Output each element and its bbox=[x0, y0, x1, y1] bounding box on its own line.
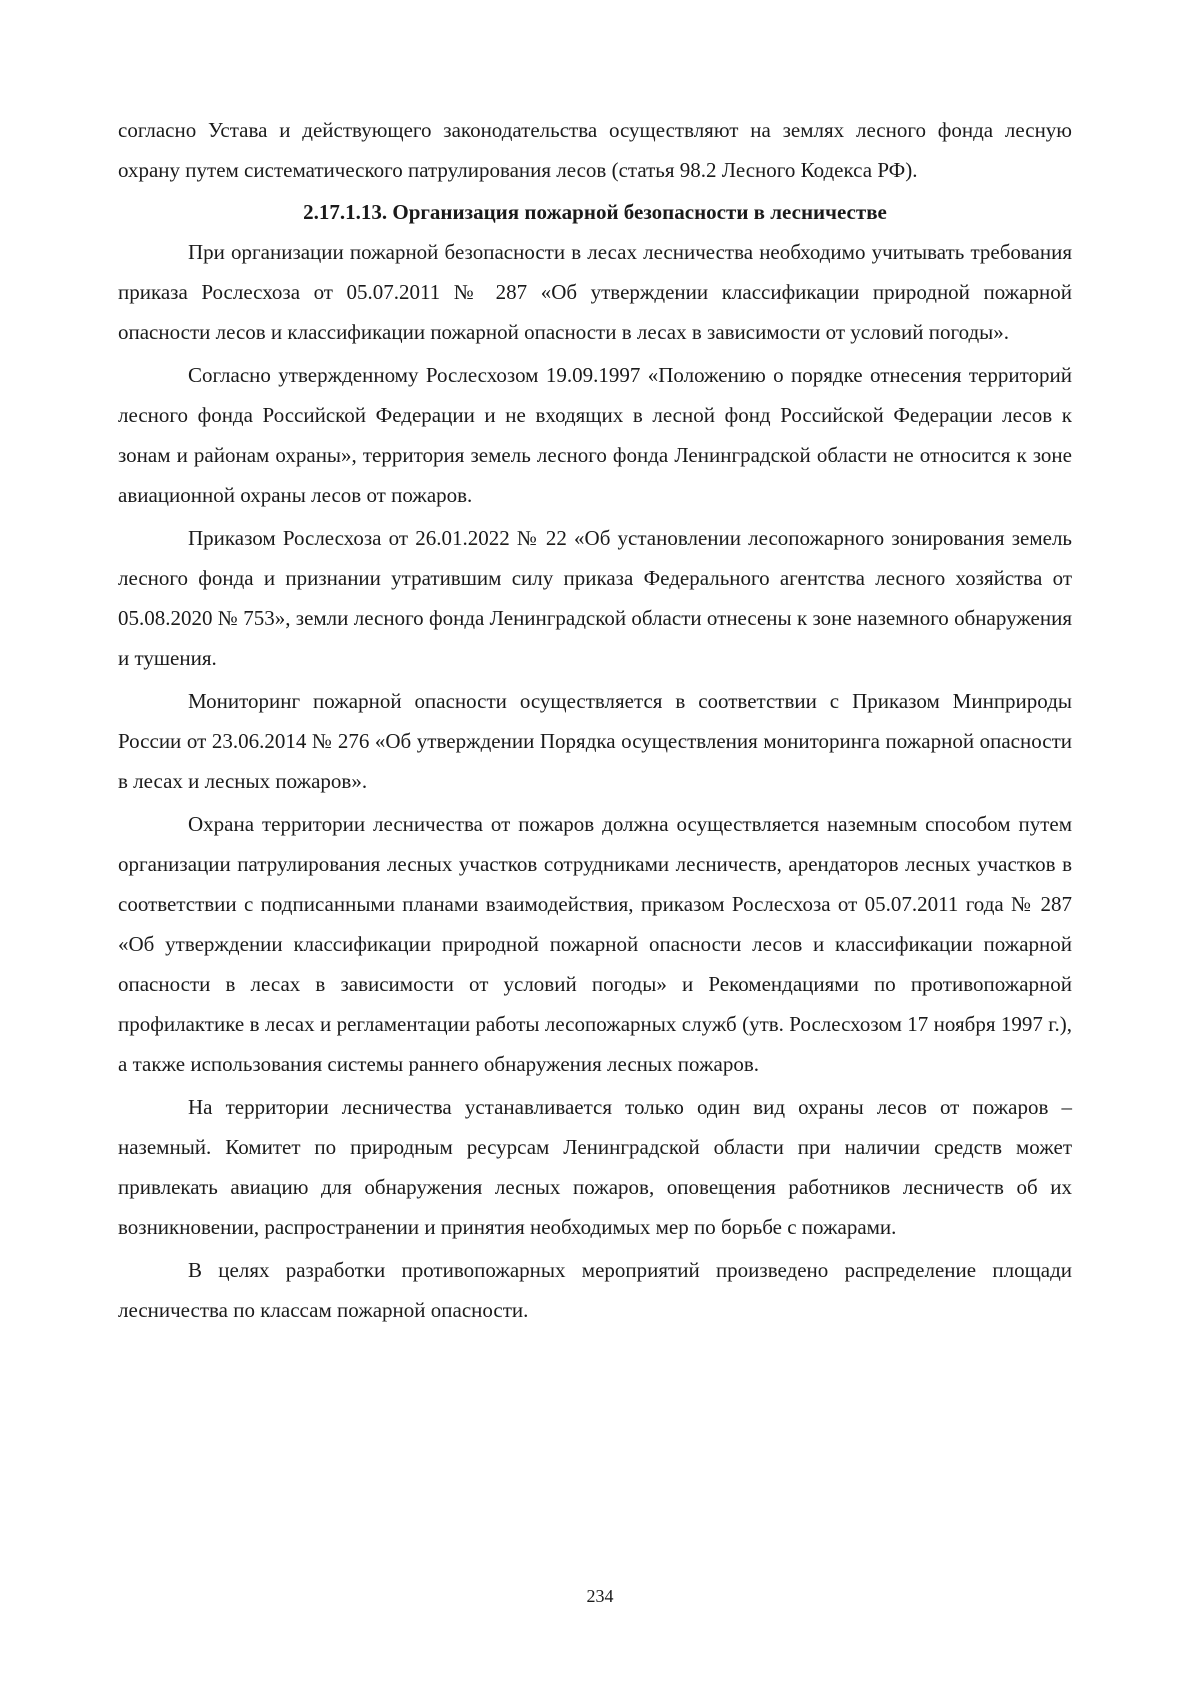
page-body bbox=[118, 110, 1072, 1330]
section-heading: 2.17.1.13. Организация пожарной безопасности в лесничестве bbox=[303, 200, 887, 224]
paragraph-ground-protection: Охрана территории лесничества от пожаров должна осуществляется наземным способом путем организации патрулирования лесных участков сотрудниками лесничеств, арендаторов лесных участков в соответствии с подписанными планами взаимодействия, приказом Рослесхоза от 05.07.2011 года № 287 «Об утверждении классификации природной пожарной опасности лесов и классификации пожарной опасности в лесах в зависимости от условий погоды» и Рекомендациями по противопожарной профилактике в лесах и регламентации работы лесопожарных служб (утв. Рослесхозом 17 ноября 1997 г.), а также использования системы раннего обнаружения лесных пожаров. bbox=[118, 812, 1072, 1076]
paragraph-protection-zones: Согласно утвержденному Рослесхозом 19.09.1997 «Положению о порядке отнесения территорий лесного фонда Российской Федерации и не входящих в лесной фонд Российской Федерации лесов к зонам и районам охраны», территория земель лесного фонда Ленинградской области не относится к зоне авиационной охраны лесов от пожаров. bbox=[118, 363, 1072, 507]
paragraph-fire-danger-classes: В целях разработки противопожарных мероприятий произведено распределение площади лесничества по классам пожарной опасности. bbox=[118, 1258, 1072, 1322]
continued-paragraph: согласно Устава и действующего законодательства осуществляют на землях лесного фонда лесную охрану путем систематического патрулирования лесов (статья 98.2 Лесного Кодекса РФ). bbox=[118, 118, 1072, 182]
paragraph-protection-type: На территории лесничества устанавливается только один вид охраны лесов от пожаров – наземный. Комитет по природным ресурсам Ленинградской области при наличии средств может привлекать авиацию для обнаружения лесных пожаров, оповещения работников лесничеств об их возникновении, распространении и принятия необходимых мер по борьбе с пожарами. bbox=[118, 1095, 1072, 1239]
paragraph-fire-zoning-order: Приказом Рослесхоза от 26.01.2022 № 22 «Об установлении лесопожарного зонирования земель лесного фонда и признании утратившим силу приказа Федерального агентства лесного хозяйства от 05.08.2020 № 753», земли лесного фонда Ленинградской области отнесены к зоне наземного обнаружения и тушения. bbox=[118, 526, 1072, 670]
page-number: 234 bbox=[586, 1586, 614, 1606]
paragraph-fire-safety-requirements: При организации пожарной безопасности в лесах лесничества необходимо учитывать требования приказа Рослесхоза от 05.07.2011 № 287 «Об утверждении классификации природной пожарной опасности лесов и классификации пожарной опасности в лесах в зависимости от условий погоды». bbox=[118, 240, 1072, 344]
paragraph-fire-monitoring: Мониторинг пожарной опасности осуществляется в соответствии с Приказом Минприроды России от 23.06.2014 № 276 «Об утверждении Порядка осуществления мониторинга пожарной опасности в лесах и лесных пожаров». bbox=[118, 689, 1072, 793]
